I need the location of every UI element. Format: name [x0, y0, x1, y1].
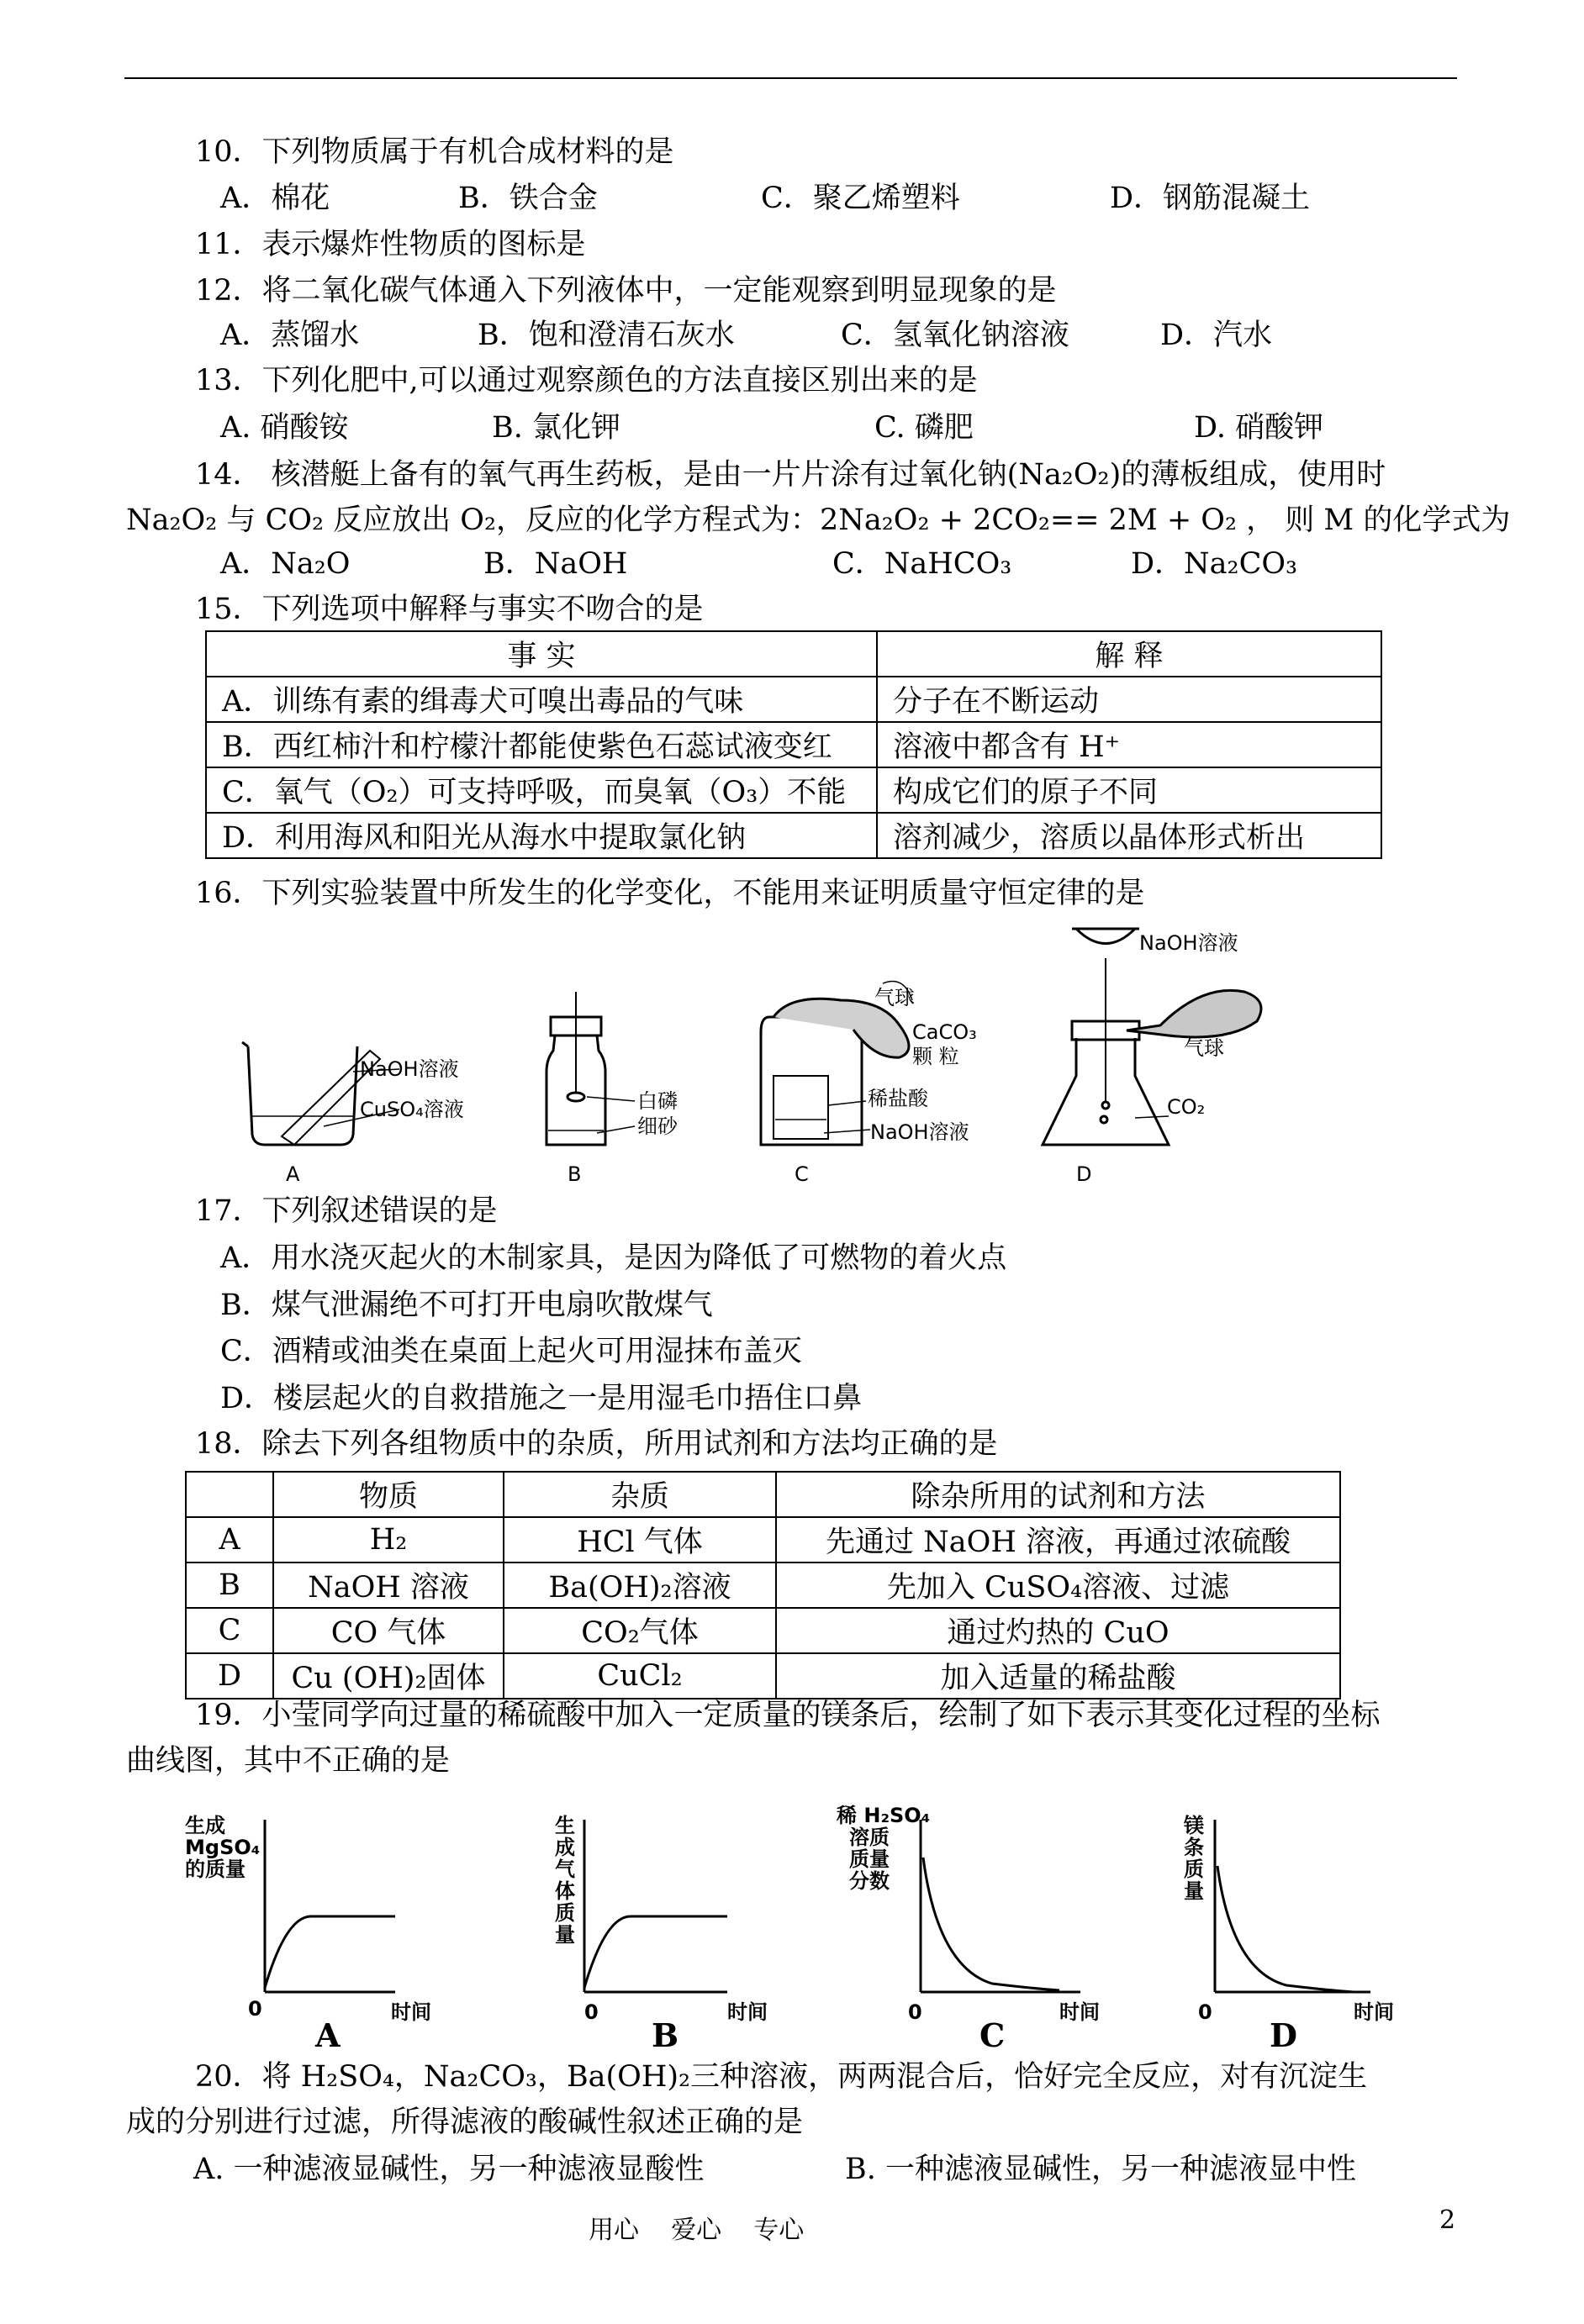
q20-option-a: A. 一种滤液显碱性，另一种滤液显酸性 — [193, 2153, 705, 2186]
table-cell: 先通过 NaOH 溶液，再通过浓硫酸 — [776, 1517, 1340, 1563]
table-cell: 通过灼热的 CuO — [776, 1608, 1340, 1653]
caption-b: B — [568, 1162, 582, 1186]
page-number: 2 — [1439, 2205, 1456, 2235]
caption-c: C — [795, 1162, 809, 1186]
q17-option-d: D．楼层起火的自救措施之一是用湿毛巾捂住口鼻 — [220, 1382, 863, 1415]
q14-stem-line2: Na₂O₂ 与 CO₂ 反应放出 O₂，反应的化学方程式为：2Na₂O₂ + 2CO₂== 2M + O₂ ， 则 M 的化学式为 — [126, 503, 1511, 537]
label-co2: CO₂ — [1167, 1095, 1206, 1119]
caption-d: D — [1076, 1162, 1092, 1186]
table-cell: NaOH 溶液 — [273, 1563, 504, 1608]
graph-a-ylabel-line3: 的质量 — [185, 1858, 246, 1881]
q19-graphs — [185, 1799, 1412, 2051]
q10-option-b: B．铁合金 — [458, 182, 598, 215]
table-cell: CO₂气体 — [504, 1608, 776, 1653]
graph-c-xlabel: 时间 — [1059, 2000, 1100, 2024]
label-baiping: 白磷 — [637, 1089, 678, 1113]
graph-a-ylabel-line1: 生成 — [185, 1814, 225, 1837]
q20-stem-line2: 成的分别进行过滤，所得滤液的酸碱性叙述正确的是 — [126, 2105, 804, 2139]
q18-table — [185, 1471, 1341, 1700]
graph-c-ylabel-line2: 溶质 — [849, 1826, 890, 1849]
table-cell: HCl 气体 — [504, 1517, 776, 1563]
q14-stem-line1: 14． 核潜艇上备有的氧气再生药板，是由一片片涂有过氧化钠(Na₂O₂)的薄板组成，使用时 — [195, 458, 1386, 492]
q14-option-b: B．NaOH — [483, 547, 628, 581]
graph-a-ylabel-line2: MgSO₄ — [185, 1836, 261, 1859]
graph-d-origin: 0 — [1198, 2000, 1212, 2024]
label-naoh-a: NaOH溶液 — [360, 1057, 459, 1081]
q10-option-d: D．钢筋混凝土 — [1110, 182, 1311, 215]
q20-option-b: B. 一种滤液显碱性，另一种滤液显中性 — [845, 2153, 1356, 2186]
table-header-cell: 物质 — [273, 1472, 504, 1517]
label-xiyansuan: 稀盐酸 — [868, 1087, 928, 1110]
q19-stem-line1: 19．小莹同学向过量的稀硫酸中加入一定质量的镁条后，绘制了如下表示其变化过程的坐标 — [195, 1699, 1381, 1732]
label-caco3: CaCO₃ — [912, 1020, 977, 1044]
q12-stem: 12．将二氧化碳气体通入下列液体中，一定能观察到明显现象的是 — [195, 274, 1057, 308]
graph-c-ylabel-line1: 稀 H₂SO₄ — [837, 1804, 931, 1827]
label-qiqiu-c: 气球 — [874, 986, 915, 1009]
q17-option-c: C．酒精或油类在桌面上起火可用湿抹布盖灭 — [220, 1335, 802, 1368]
label-xisha: 细砂 — [637, 1115, 678, 1138]
table-header-cell: 事 实 — [206, 631, 877, 677]
table-cell: CO 气体 — [273, 1608, 504, 1653]
table-cell: 溶液中都含有 H⁺ — [877, 722, 1381, 767]
graph-a-origin: 0 — [248, 1997, 262, 2021]
q14-option-d: D．Na₂CO₃ — [1131, 547, 1298, 581]
label-naoh-d: NaOH溶液 — [1139, 931, 1238, 955]
table-cell: 加入适量的稀盐酸 — [776, 1653, 1340, 1699]
table-cell: D — [186, 1653, 273, 1699]
table-row — [186, 1653, 1340, 1699]
table-cell: B — [186, 1563, 273, 1608]
graph-c-origin: 0 — [908, 2000, 922, 2024]
table-header-cell: 解 释 — [877, 631, 1381, 677]
q20-stem-line1: 20．将 H₂SO₄，Na₂CO₃，Ba(OH)₂三种溶液，两两混合后，恰好完全反应，对有沉淀生 — [195, 2060, 1368, 2094]
table-cell: C — [186, 1608, 273, 1653]
q14-option-c: C．NaHCO₃ — [832, 547, 1012, 581]
graph-a-xlabel: 时间 — [391, 2000, 431, 2024]
table-cell: C．氧气（O₂）可支持呼吸，而臭氧（O₃）不能 — [206, 767, 877, 813]
table-cell: Cu (OH)₂固体 — [273, 1653, 504, 1699]
graph-b-xlabel: 时间 — [727, 2000, 768, 2024]
table-row — [206, 722, 1381, 767]
graph-c-caption: C — [979, 2016, 1006, 2051]
table-row — [186, 1517, 1340, 1563]
q19-stem-line2: 曲线图，其中不正确的是 — [126, 1744, 451, 1778]
q12-option-b: B．饱和澄清石灰水 — [478, 319, 735, 352]
table-row — [186, 1563, 1340, 1608]
label-cuso4: CuSO₄溶液 — [360, 1098, 464, 1121]
table-cell: H₂ — [273, 1517, 504, 1563]
q10-option-a: A．棉花 — [220, 182, 330, 215]
q10-stem: 10．下列物质属于有机合成材料的是 — [195, 135, 674, 169]
table-header-cell: 除杂所用的试剂和方法 — [776, 1472, 1340, 1517]
label-qiqiu-d: 气球 — [1184, 1036, 1224, 1060]
q13-option-b: B. 氯化钾 — [492, 411, 620, 445]
q13-option-c: C. 磷肥 — [874, 411, 974, 445]
table-header-row — [206, 631, 1381, 677]
table-row — [186, 1608, 1340, 1653]
table-header-cell — [186, 1472, 273, 1517]
table-cell: A．训练有素的缉毒犬可嗅出毒品的气味 — [206, 677, 877, 722]
q13-stem: 13．下列化肥中,可以通过观察颜色的方法直接区别出来的是 — [195, 364, 978, 398]
graph-a-caption: A — [315, 2016, 341, 2051]
label-naoh-c: NaOH溶液 — [870, 1120, 969, 1144]
graph-d-ylabel: 镁条质量 — [1184, 1814, 1204, 1903]
q15-table — [205, 630, 1382, 859]
table-cell: A — [186, 1517, 273, 1563]
q12-option-a: A．蒸馏水 — [220, 319, 360, 352]
q16-apparatus-figure — [235, 925, 1429, 1194]
graph-c-ylabel-line3: 质量 — [849, 1847, 890, 1871]
q17-option-a: A．用水浇灭起火的木制家具，是因为降低了可燃物的着火点 — [220, 1241, 1007, 1275]
table-header-row — [186, 1472, 1340, 1517]
q16-stem: 16．下列实验装置中所发生的化学变化，不能用来证明质量守恒定律的是 — [195, 877, 1145, 910]
q12-option-d: D．汽水 — [1160, 319, 1273, 352]
table-header-cell: 杂质 — [504, 1472, 776, 1517]
table-cell: D．利用海风和阳光从海水中提取氯化钠 — [206, 813, 877, 858]
table-row — [206, 767, 1381, 813]
q17-option-b: B．煤气泄漏绝不可打开电扇吹散煤气 — [220, 1288, 713, 1322]
graph-d-xlabel: 时间 — [1354, 2000, 1394, 2024]
header-rule — [124, 77, 1457, 79]
table-cell: 溶剂减少，溶质以晶体形式析出 — [877, 813, 1381, 858]
q10-option-c: C．聚乙烯塑料 — [761, 182, 960, 215]
table-cell: 先加入 CuSO₄溶液、过滤 — [776, 1563, 1340, 1608]
footer-motto: 用心 爱心 专心 — [589, 2216, 805, 2245]
table-row — [206, 677, 1381, 722]
q12-option-c: C．氢氧化钠溶液 — [841, 319, 1069, 352]
graph-b-caption: B — [652, 2016, 679, 2051]
table-cell: CuCl₂ — [504, 1653, 776, 1699]
table-cell: 构成它们的原子不同 — [877, 767, 1381, 813]
table-cell: B．西红柿汁和柠檬汁都能使紫色石蕊试液变红 — [206, 722, 877, 767]
q13-option-a: A. 硝酸铵 — [220, 411, 349, 445]
q13-option-d: D. 硝酸钾 — [1194, 411, 1324, 445]
label-keli: 颗 粒 — [912, 1045, 959, 1068]
graph-c-ylabel-line4: 分数 — [849, 1869, 890, 1893]
table-cell: Ba(OH)₂溶液 — [504, 1563, 776, 1608]
q18-stem: 18．除去下列各组物质中的杂质，所用试剂和方法均正确的是 — [195, 1427, 998, 1461]
table-row — [206, 813, 1381, 858]
graph-d-caption: D — [1270, 2016, 1297, 2051]
graph-b-origin: 0 — [584, 2000, 599, 2024]
table-cell: 分子在不断运动 — [877, 677, 1381, 722]
q11-stem: 11．表示爆炸性物质的图标是 — [195, 228, 586, 261]
q15-stem: 15．下列选项中解释与事实不吻合的是 — [195, 593, 704, 626]
caption-a: A — [286, 1162, 300, 1186]
q14-option-a: A．Na₂O — [220, 547, 351, 581]
graph-b-ylabel: 生成气体质量 — [555, 1814, 575, 1947]
q17-stem: 17．下列叙述错误的是 — [195, 1194, 498, 1228]
